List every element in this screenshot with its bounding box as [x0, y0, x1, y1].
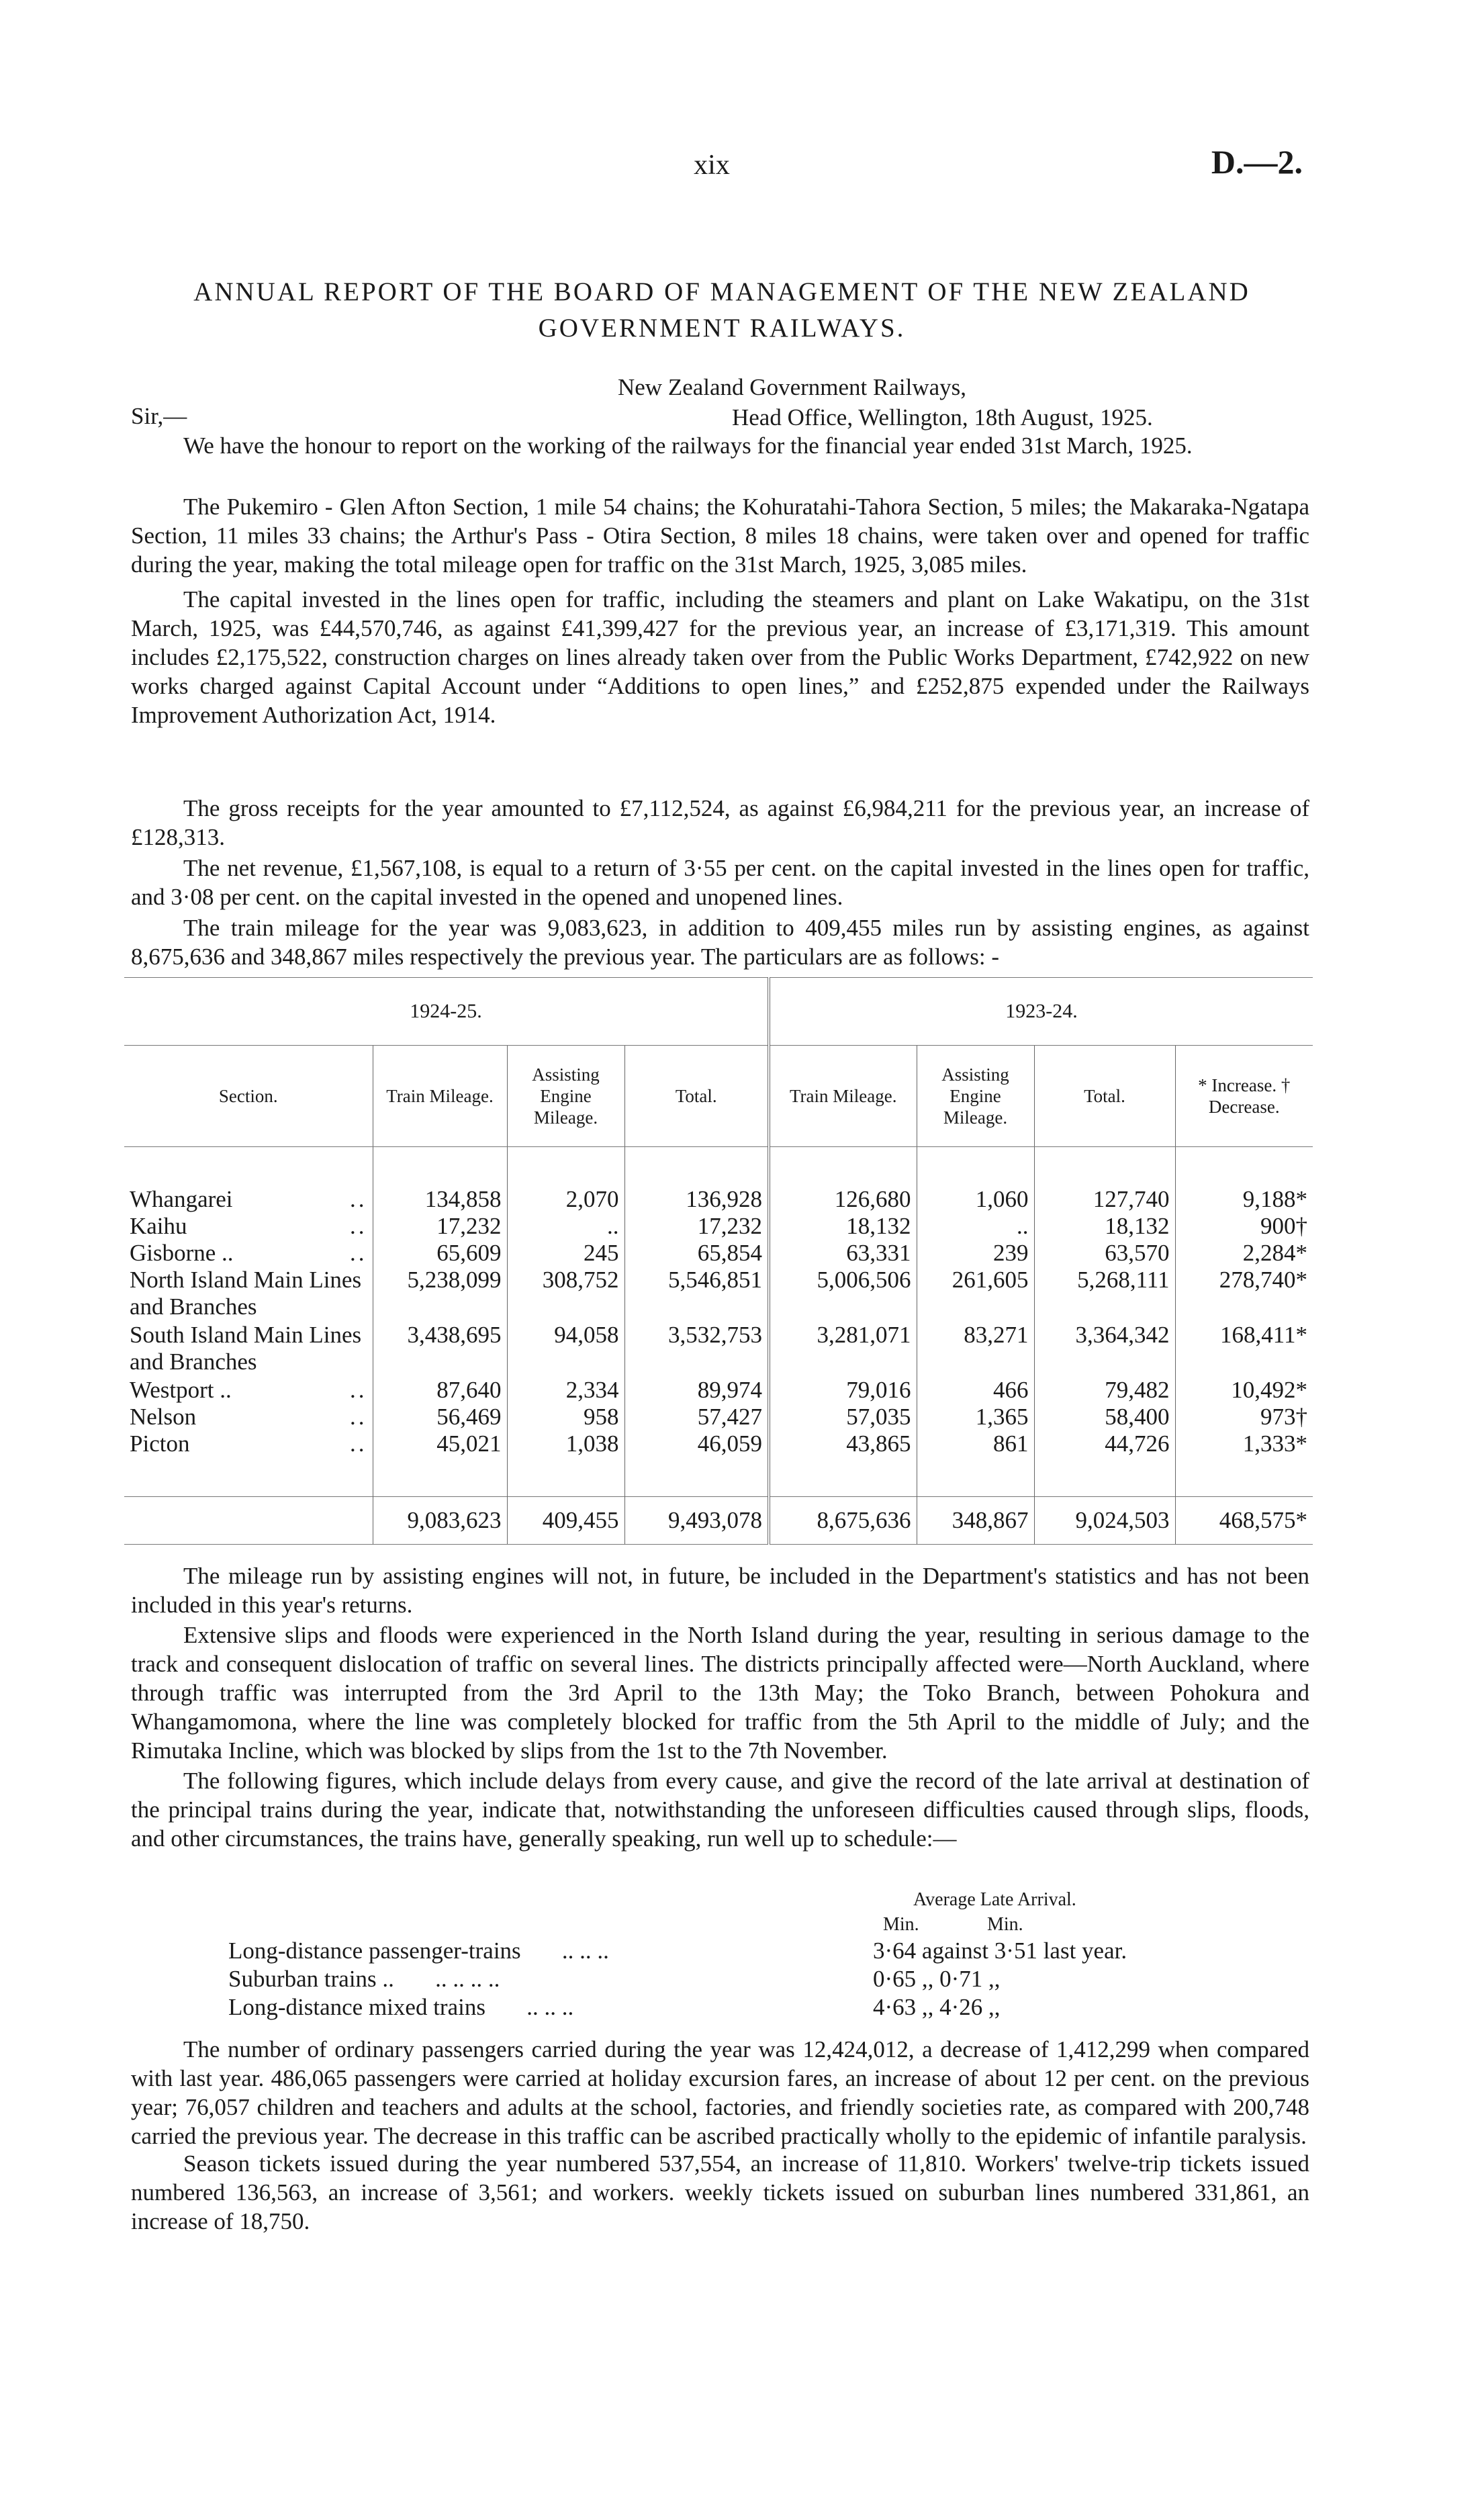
cell-value: 5,268,111: [1034, 1267, 1175, 1322]
cell-value: ..: [917, 1213, 1034, 1240]
table-row: [124, 1186, 1313, 1213]
paragraph-sections: The Pukemiro - Glen Afton Section, 1 mile 54 chains; the Kohuratahi-Tahora Section, 5 miles; the Makaraka-Ngatapa Section, 11 miles 33 chains; the Arthur's Pass - Otira Section, 8 miles 18 chains, were taken over and opened for traffic during the year, making the total mileage open for traffic on the 31st March, 1925, 3,085 miles.: [131, 494, 1309, 578]
cell-value: 3,281,071: [769, 1322, 917, 1377]
cell-value: 126,680: [769, 1186, 917, 1213]
cell-value: 79,482: [1034, 1377, 1175, 1404]
paragraph-net-revenue: The net revenue, £1,567,108, is equal to a return of 3·55 per cent. on the capital invested in the lines open for traffic, and 3·08 per cent. on the capital invested in the opened and unopened lines.: [131, 855, 1309, 910]
section-name: Picton: [130, 1430, 190, 1457]
header-section: Section.: [124, 1046, 373, 1147]
table-row: [124, 1267, 1313, 1322]
cell-value: 168,411*: [1175, 1322, 1313, 1377]
cell-value: 83,271: [917, 1322, 1034, 1377]
late-arrival-heading: Average Late Arrival.: [913, 1889, 1076, 1910]
cell-value: 1,365: [917, 1404, 1034, 1430]
cell-value: 94,058: [507, 1322, 624, 1377]
cell-value: 127,740: [1034, 1186, 1175, 1213]
cell-value: 958: [507, 1404, 624, 1430]
total-value: 9,083,623: [373, 1497, 507, 1545]
section-name: Kaihu: [130, 1213, 187, 1239]
period-1924-25: 1924-25.: [124, 978, 769, 1046]
leader-dots: ..: [350, 1404, 367, 1430]
total-value: 409,455: [507, 1497, 624, 1545]
cell-value: 5,238,099: [373, 1267, 507, 1322]
document-reference: D.—2.: [1211, 143, 1303, 181]
cell-value: 2,334: [507, 1377, 624, 1404]
leader-dots: ..: [350, 1240, 367, 1266]
section-name: South Island Main Lines and Branches: [130, 1322, 362, 1375]
page-number: xix: [694, 150, 730, 181]
header-assisting-1923: Assisting Engine Mileage.: [917, 1046, 1034, 1147]
late-arrival-label: Suburban trains ..: [228, 1966, 394, 1992]
cell-value: 17,232: [624, 1213, 769, 1240]
cell-value: 973†: [1175, 1404, 1313, 1430]
cell-value: 44,726: [1034, 1430, 1175, 1457]
header-assisting-1924: Assisting Engine Mileage.: [507, 1046, 624, 1147]
cell-value: 3,532,753: [624, 1322, 769, 1377]
cell-value: 308,752: [507, 1267, 624, 1322]
cell-value: 239: [917, 1240, 1034, 1267]
cell-value: 10,492*: [1175, 1377, 1313, 1404]
cell-value: 17,232: [373, 1213, 507, 1240]
cell-value: 58,400: [1034, 1404, 1175, 1430]
paragraph-intro: We have the honour to report on the working of the railways for the financial year ended 31st March, 1925.: [183, 433, 1193, 459]
cell-value: 65,609: [373, 1240, 507, 1267]
cell-value: 9,188*: [1175, 1186, 1313, 1213]
table-row: [124, 1322, 1313, 1377]
total-value: 8,675,636: [769, 1497, 917, 1545]
paragraph-capital: The capital invested in the lines open for traffic, including the steamers and plant on Lake Wakatipu, on the 31st March, 1925, was £44,570,746, as against £41,399,427 for the previous year, an increase of £3,171,319. This amount includes £2,175,522, construction charges on lines already taken over from the Public Works Department, £742,922 on new works charged against Capital Account under “Additions to open lines,” and £252,875 expended under the Railways Improvement Authorization Act, 1914.: [131, 586, 1309, 728]
total-value: 468,575*: [1175, 1497, 1313, 1545]
leader-dots: ..: [350, 1186, 367, 1212]
column-header-row: [124, 1046, 1313, 1147]
cell-value: 2,284*: [1175, 1240, 1313, 1267]
leader-dots: .. .. .. ..: [435, 1966, 500, 1992]
cell-value: 134,858: [373, 1186, 507, 1213]
late-arrival-row: [228, 1966, 1001, 1993]
cell-value: 466: [917, 1377, 1034, 1404]
period-header-row: [124, 978, 1313, 1046]
section-name: Nelson: [130, 1404, 197, 1430]
cell-value: 87,640: [373, 1377, 507, 1404]
paragraph-gross-receipts: The gross receipts for the year amounted to £7,112,524, as against £6,984,211 for the previous year, an increase of £128,313.: [131, 795, 1309, 850]
cell-value: 56,469: [373, 1404, 507, 1430]
section-name: Whangarei: [130, 1186, 233, 1212]
cell-value: 18,132: [769, 1213, 917, 1240]
table-row: [124, 1240, 1313, 1267]
cell-value: 261,605: [917, 1267, 1034, 1322]
header-train-mileage-1923: Train Mileage.: [769, 1046, 917, 1147]
cell-value: 3,438,695: [373, 1322, 507, 1377]
leader-dots: .. .. ..: [561, 1938, 609, 1964]
header-change: * Increase. † Decrease.: [1175, 1046, 1313, 1147]
cell-value: 45,021: [373, 1430, 507, 1457]
late-arrival-label: Long-distance mixed trains: [228, 1994, 485, 2020]
cell-value: 3,364,342: [1034, 1322, 1175, 1377]
cell-value: 1,060: [917, 1186, 1034, 1213]
late-arrival-label: Long-distance passenger-trains: [228, 1938, 521, 1964]
paragraph-season-tickets: Season tickets issued during the year numbered 537,554, an increase of 11,810. Workers' twelve-trip tickets issued numbered 136,563, an increase of 3,561; and workers. weekly tickets issued on suburban lines numbered 331,861, an increase of 18,750.: [131, 2150, 1309, 2234]
section-name: North Island Main Lines and Branches: [130, 1267, 362, 1320]
report-title: ANNUAL REPORT OF THE BOARD OF MANAGEMENT OF THE NEW ZEALAND GOVERNMENT RAILWAYS.: [193, 277, 1250, 343]
address-line-2: Head Office, Wellington, 18th August, 1925.: [732, 404, 1153, 430]
cell-value: 5,006,506: [769, 1267, 917, 1322]
table-row: [124, 1213, 1313, 1240]
leader-dots: .. .. ..: [526, 1994, 574, 2020]
total-value: 348,867: [917, 1497, 1034, 1545]
cell-value: 245: [507, 1240, 624, 1267]
cell-value: 89,974: [624, 1377, 769, 1404]
late-arrival-row: [228, 1938, 1127, 1964]
cell-value: 79,016: [769, 1377, 917, 1404]
late-arrival-value: 4·63 ,, 4·26 ,,: [873, 1994, 1001, 2020]
leader-dots: ..: [350, 1213, 367, 1239]
late-arrival-row: [228, 1994, 1001, 2021]
header-total-1924: Total.: [624, 1046, 769, 1147]
cell-value: 63,570: [1034, 1240, 1175, 1267]
cell-value: 900†: [1175, 1213, 1313, 1240]
cell-value: 65,854: [624, 1240, 769, 1267]
cell-value: 1,333*: [1175, 1430, 1313, 1457]
paragraph-late-figures: The following figures, which include delays from every cause, and give the record of the late arrival at destination of the principal trains during the year, indicate that, notwithstanding the unforeseen difficulties caused through slips, floods, and other circumstances, the trains have, generally speaking, run well up to schedule:—: [131, 1768, 1309, 1852]
leader-dots: ..: [350, 1430, 367, 1457]
total-value: 9,024,503: [1034, 1497, 1175, 1545]
table-row: [124, 1377, 1313, 1404]
cell-value: ..: [507, 1213, 624, 1240]
address-line-1: New Zealand Government Railways,: [618, 374, 967, 400]
period-1923-24: 1923-24.: [769, 978, 1313, 1046]
leader-dots: ..: [350, 1377, 367, 1403]
late-arrival-value: 0·65 ,, 0·71 ,,: [873, 1966, 1001, 1992]
cell-value: 861: [917, 1430, 1034, 1457]
paragraph-passengers: The number of ordinary passengers carried during the year was 12,424,012, a decrease of 1,412,299 when compared with last year. 486,065 passengers were carried at holiday excursion fares, an increase of about 12 per cent. on the previous year; 76,057 children and teachers and adults at the school, factories, and friendly societies rate, as compared with 200,748 carried the previous year. The decrease in this traffic can be ascribed practically wholly to the epidemic of infantile paralysis.: [131, 2036, 1309, 2149]
cell-value: 2,070: [507, 1186, 624, 1213]
section-name: Westport ..: [130, 1377, 232, 1403]
cell-value: 57,427: [624, 1404, 769, 1430]
header-total-1923: Total.: [1034, 1046, 1175, 1147]
paragraph-slips: Extensive slips and floods were experienced in the North Island during the year, resulting in serious damage to the track and consequent dislocation of traffic on several lines. The districts principally affected were—North Auckland, where through traffic was interrupted from the 3rd April to the 13th May; the Toko Branch, between Pohokura and Whangamomona, where the line was completely blocked for traffic from the 5th April to the middle of July; and the Rimutaka Incline, which was blocked by slips from the 1st to the 7th November.: [131, 1622, 1309, 1764]
cell-value: 46,059: [624, 1430, 769, 1457]
total-value: 9,493,078: [624, 1497, 769, 1545]
header-train-mileage-1924: Train Mileage.: [373, 1046, 507, 1147]
cell-value: 1,038: [507, 1430, 624, 1457]
section-name: Gisborne ..: [130, 1240, 234, 1266]
late-arrival-value: 3·64 against 3·51 last year.: [873, 1938, 1127, 1964]
cell-value: 57,035: [769, 1404, 917, 1430]
late-arrival-unit-previous: Min.: [987, 1914, 1023, 1935]
cell-value: 43,865: [769, 1430, 917, 1457]
late-arrival-unit-current: Min.: [883, 1914, 919, 1935]
table-row: [124, 1430, 1313, 1457]
totals-row: [124, 1497, 1313, 1545]
cell-value: 63,331: [769, 1240, 917, 1267]
cell-value: 18,132: [1034, 1213, 1175, 1240]
paragraph-assisting-note: The mileage run by assisting engines will not, in future, be included in the Department's statistics and has not been included in this year's returns.: [131, 1563, 1309, 1618]
cell-value: 5,546,851: [624, 1267, 769, 1322]
mileage-table: [124, 977, 1313, 1545]
cell-value: 136,928: [624, 1186, 769, 1213]
cell-value: 278,740*: [1175, 1267, 1313, 1322]
paragraph-train-mileage: The train mileage for the year was 9,083,623, in addition to 409,455 miles run by assisting engines, as against 8,675,636 and 348,867 miles respectively the previous year. The particulars are as follows: -: [131, 915, 1309, 970]
table-row: [124, 1404, 1313, 1430]
salutation: Sir,—: [131, 403, 187, 429]
